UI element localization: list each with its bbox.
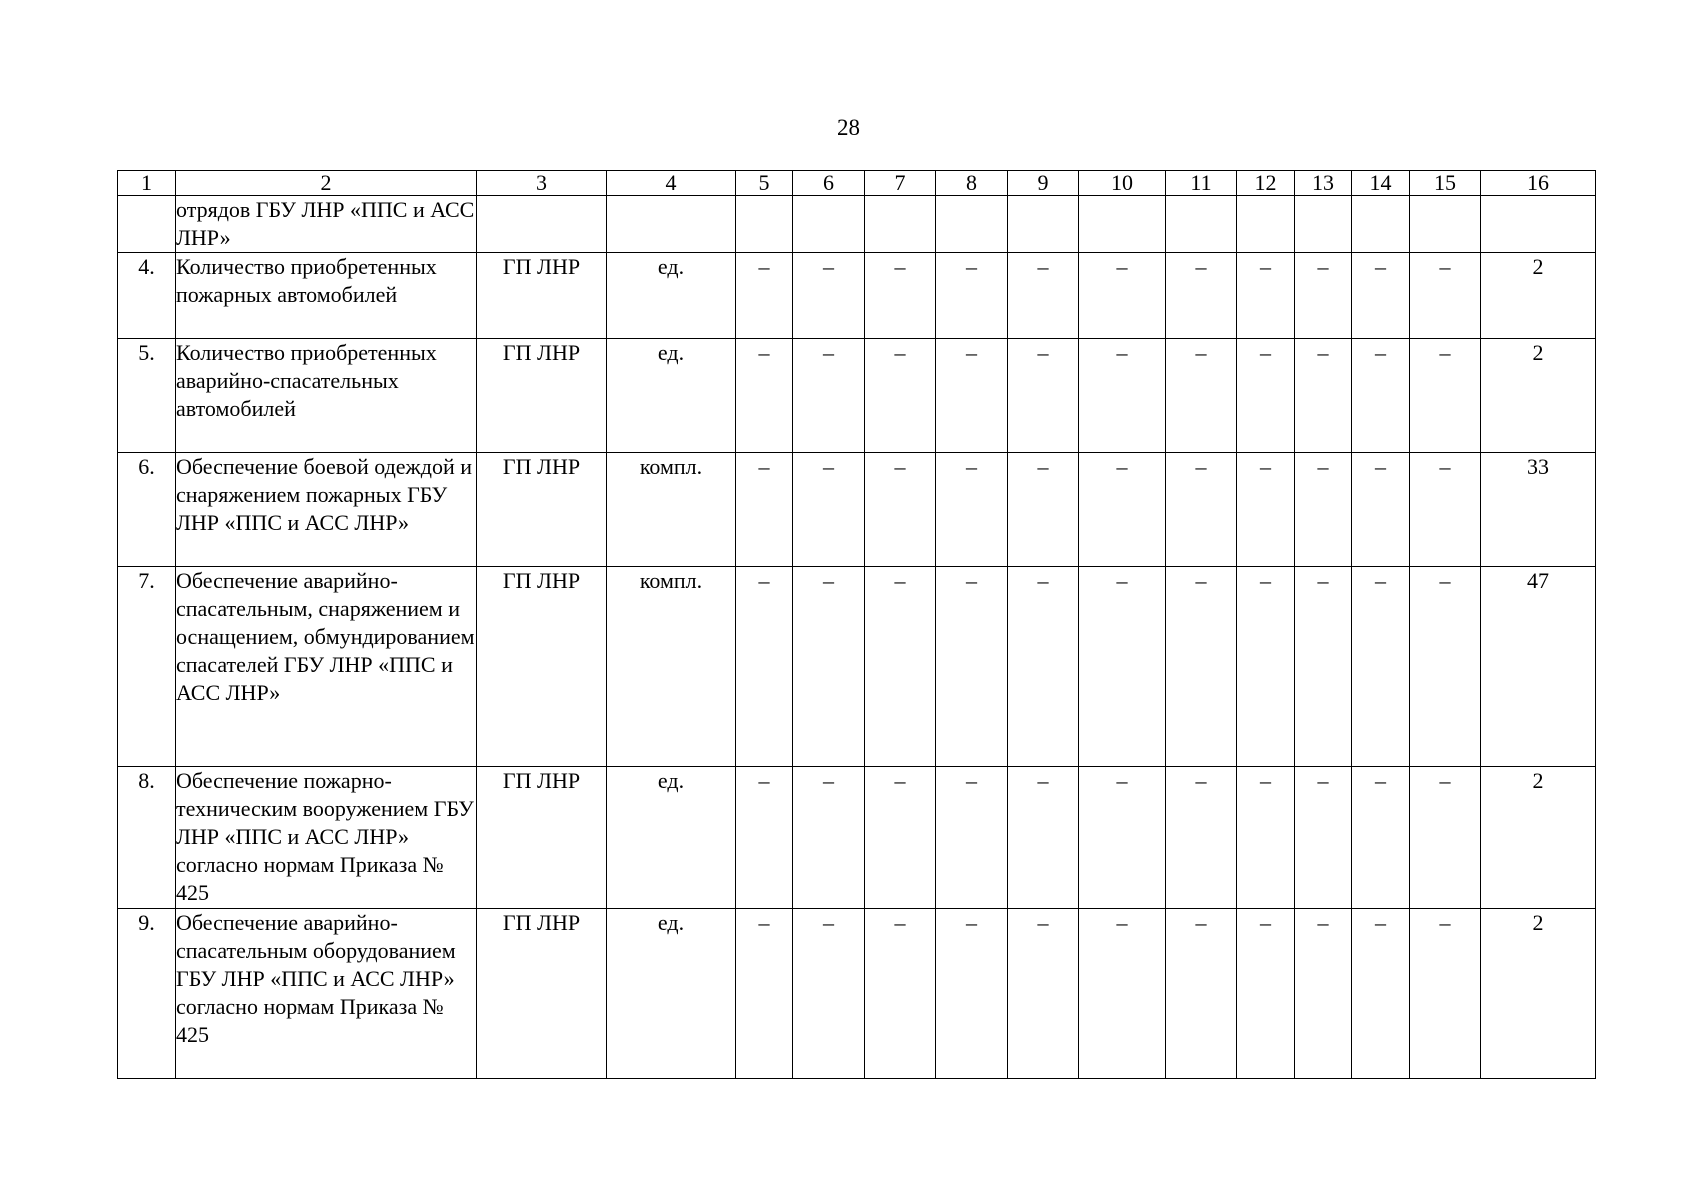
value-cell: [736, 196, 793, 253]
row-number-cell: 5.: [118, 339, 176, 453]
indicator-name-cell: Количество приобретенных аварийно-спасательных автомобилей: [176, 339, 477, 453]
row-number-cell: 4.: [118, 253, 176, 339]
table-row: [118, 567, 1596, 767]
value-cell: –: [1008, 339, 1079, 453]
row-number-cell: 9.: [118, 909, 176, 1079]
value-cell: –: [1410, 453, 1481, 567]
header-row: [118, 171, 1596, 196]
total-cell: 2: [1481, 767, 1596, 909]
value-cell: –: [1237, 909, 1295, 1079]
value-cell: –: [1079, 253, 1166, 339]
column-header: 13: [1295, 171, 1352, 196]
value-cell: –: [936, 909, 1008, 1079]
value-cell: –: [865, 767, 936, 909]
value-cell: –: [736, 909, 793, 1079]
value-cell: [1410, 196, 1481, 253]
value-cell: –: [1295, 453, 1352, 567]
value-cell: –: [1410, 253, 1481, 339]
value-cell: –: [1237, 253, 1295, 339]
value-cell: –: [1008, 767, 1079, 909]
value-cell: –: [793, 767, 865, 909]
value-cell: –: [865, 567, 936, 767]
table-row: [118, 196, 1596, 253]
value-cell: –: [1008, 567, 1079, 767]
value-cell: –: [1079, 567, 1166, 767]
total-cell: 2: [1481, 253, 1596, 339]
table-row: [118, 453, 1596, 567]
executor-cell: ГП ЛНР: [477, 909, 607, 1079]
indicator-name-cell: Обеспечение аварийно-спасательным оборудованием ГБУ ЛНР «ППС и АСС ЛНР» согласно нормам Приказа № 425: [176, 909, 477, 1079]
row-number-cell: 7.: [118, 567, 176, 767]
value-cell: –: [936, 453, 1008, 567]
column-header: 15: [1410, 171, 1481, 196]
column-header: 12: [1237, 171, 1295, 196]
value-cell: –: [1237, 453, 1295, 567]
column-header: 5: [736, 171, 793, 196]
total-cell: 2: [1481, 339, 1596, 453]
value-cell: –: [793, 339, 865, 453]
total-cell: 33: [1481, 453, 1596, 567]
value-cell: –: [1008, 253, 1079, 339]
value-cell: –: [1295, 909, 1352, 1079]
column-header: 1: [118, 171, 176, 196]
value-cell: –: [1166, 909, 1237, 1079]
value-cell: –: [1295, 339, 1352, 453]
value-cell: –: [1410, 567, 1481, 767]
value-cell: –: [1166, 453, 1237, 567]
value-cell: –: [1079, 767, 1166, 909]
row-number-cell: 6.: [118, 453, 176, 567]
table-row: [118, 253, 1596, 339]
table-row: [118, 767, 1596, 909]
table-row: [118, 339, 1596, 453]
value-cell: [1295, 196, 1352, 253]
value-cell: –: [736, 339, 793, 453]
value-cell: –: [1166, 567, 1237, 767]
unit-cell: компл.: [607, 567, 736, 767]
value-cell: –: [1079, 909, 1166, 1079]
value-cell: –: [865, 453, 936, 567]
value-cell: –: [865, 253, 936, 339]
value-cell: –: [936, 567, 1008, 767]
row-number-cell: [118, 196, 176, 253]
indicator-name-cell: Обеспечение аварийно-спасательным, снаряжением и оснащением, обмундированием спасателей ГБУ ЛНР «ППС и АСС ЛНР»: [176, 567, 477, 767]
unit-cell: [607, 196, 736, 253]
value-cell: –: [1352, 909, 1410, 1079]
value-cell: –: [936, 253, 1008, 339]
executor-cell: ГП ЛНР: [477, 767, 607, 909]
value-cell: [1079, 196, 1166, 253]
value-cell: –: [1008, 909, 1079, 1079]
value-cell: [936, 196, 1008, 253]
column-header: 3: [477, 171, 607, 196]
value-cell: –: [793, 567, 865, 767]
column-header: 16: [1481, 171, 1596, 196]
value-cell: –: [1079, 453, 1166, 567]
column-header: 9: [1008, 171, 1079, 196]
value-cell: –: [1237, 339, 1295, 453]
unit-cell: ед.: [607, 909, 736, 1079]
value-cell: –: [736, 567, 793, 767]
unit-cell: ед.: [607, 339, 736, 453]
value-cell: –: [1237, 567, 1295, 767]
column-header: 6: [793, 171, 865, 196]
row-number-cell: 8.: [118, 767, 176, 909]
value-cell: –: [1166, 339, 1237, 453]
value-cell: –: [865, 339, 936, 453]
value-cell: [1166, 196, 1237, 253]
unit-cell: компл.: [607, 453, 736, 567]
value-cell: [1352, 196, 1410, 253]
value-cell: [793, 196, 865, 253]
value-cell: –: [1166, 767, 1237, 909]
executor-cell: ГП ЛНР: [477, 453, 607, 567]
executor-cell: ГП ЛНР: [477, 339, 607, 453]
table-row: [118, 909, 1596, 1079]
value-cell: –: [865, 909, 936, 1079]
value-cell: –: [1008, 453, 1079, 567]
value-cell: –: [1295, 567, 1352, 767]
value-cell: –: [936, 767, 1008, 909]
indicators-table: [117, 170, 1596, 1079]
indicator-name-cell: Обеспечение боевой одеждой и снаряжением пожарных ГБУ ЛНР «ППС и АСС ЛНР»: [176, 453, 477, 567]
value-cell: –: [1352, 567, 1410, 767]
value-cell: –: [793, 909, 865, 1079]
column-header: 2: [176, 171, 477, 196]
unit-cell: ед.: [607, 767, 736, 909]
page-number: 28: [837, 115, 860, 140]
value-cell: –: [1352, 453, 1410, 567]
value-cell: –: [1352, 339, 1410, 453]
column-header: 14: [1352, 171, 1410, 196]
column-header: 11: [1166, 171, 1237, 196]
unit-cell: ед.: [607, 253, 736, 339]
value-cell: –: [1166, 253, 1237, 339]
indicator-name-cell: отрядов ГБУ ЛНР «ППС и АСС ЛНР»: [176, 196, 477, 253]
value-cell: –: [736, 767, 793, 909]
value-cell: –: [1352, 767, 1410, 909]
column-header: 7: [865, 171, 936, 196]
value-cell: –: [936, 339, 1008, 453]
value-cell: –: [1295, 767, 1352, 909]
executor-cell: [477, 196, 607, 253]
value-cell: –: [1237, 767, 1295, 909]
column-header: 10: [1079, 171, 1166, 196]
value-cell: –: [1295, 253, 1352, 339]
value-cell: –: [1410, 767, 1481, 909]
value-cell: [865, 196, 936, 253]
value-cell: –: [1410, 339, 1481, 453]
column-header: 4: [607, 171, 736, 196]
executor-cell: ГП ЛНР: [477, 253, 607, 339]
value-cell: –: [1410, 909, 1481, 1079]
value-cell: –: [793, 453, 865, 567]
column-header: 8: [936, 171, 1008, 196]
executor-cell: ГП ЛНР: [477, 567, 607, 767]
indicator-name-cell: Количество приобретенных пожарных автомобилей: [176, 253, 477, 339]
value-cell: –: [793, 253, 865, 339]
value-cell: [1237, 196, 1295, 253]
value-cell: –: [736, 453, 793, 567]
value-cell: –: [1352, 253, 1410, 339]
indicator-name-cell: Обеспечение пожарно-техническим вооружением ГБУ ЛНР «ППС и АСС ЛНР» согласно нормам Приказа № 425: [176, 767, 477, 909]
value-cell: –: [736, 253, 793, 339]
total-cell: 2: [1481, 909, 1596, 1079]
total-cell: 47: [1481, 567, 1596, 767]
value-cell: [1008, 196, 1079, 253]
value-cell: –: [1079, 339, 1166, 453]
total-cell: [1481, 196, 1596, 253]
